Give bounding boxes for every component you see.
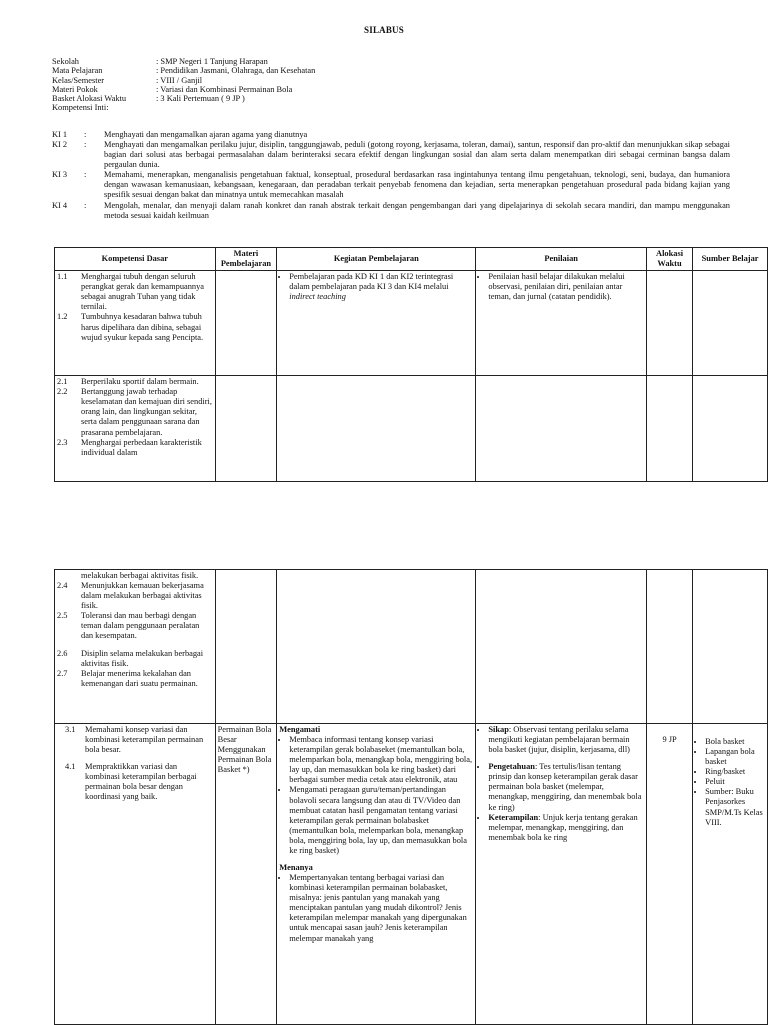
kegiatan-cell xyxy=(277,724,476,1025)
kd-continuation: melakukan berbagai aktivitas fisik. xyxy=(81,571,199,580)
kd-item: 2.6 Disiplin selama melakukan berbagai aktivitas fisik. xyxy=(57,648,204,668)
alokasi-cell xyxy=(646,376,692,482)
sumber-item: • Lapangan bola basket xyxy=(705,747,765,767)
sumber-cell xyxy=(693,570,768,724)
kd-item: 2.5 Toleransi dan mau berbagi dengan teman dalam penggunaan peralatan dan kesempatan. xyxy=(57,611,200,641)
sumber-item: • Bola basket xyxy=(705,737,765,747)
ki-row: KI 1 : Menghayati dan mengamalkan ajaran agama yang dianutnya xyxy=(52,130,308,139)
table-row xyxy=(55,724,768,1025)
header-penilaian: Penilaian xyxy=(476,248,647,271)
info-row: Basket Alokasi Waktu : 3 Kali Pertemuan ( 9 JP ) xyxy=(52,94,245,104)
header-kegiatan: Kegiatan Pembelajaran xyxy=(277,248,476,271)
info-row: Kompetensi Inti: xyxy=(52,103,109,113)
materi-cell xyxy=(215,570,277,724)
penilaian-item: • Penilaian hasil belajar dilakukan melalui observasi, penilaian diri, penilaian antar teman, dan jurnal (catatan pendidik). xyxy=(488,272,644,302)
kd-item: 2.1 Berperilaku sportif dalam bermain. xyxy=(57,377,199,387)
kompetensi-inti-list xyxy=(52,130,730,221)
kd-cell xyxy=(55,271,216,376)
identity-block xyxy=(52,57,712,113)
materi-cell xyxy=(215,376,277,482)
header-alokasi: Alokasi Waktu xyxy=(646,248,692,271)
table-row xyxy=(55,376,768,482)
sumber-item: • Peluit xyxy=(705,777,765,787)
ki-row: KI 2 : Menghayati dan mengamalkan perilaku jujur, disiplin, tanggungjawab, peduli (gotong royong, kerjasama, toleran, damai), santun, responsif dan pro-aktif dan menunjukkan sikap sebagai bagian dari solusi atas berbagai permasalahan dalam berinteraksi secara efektif dengan lingkungan sosial dan alam serta dalam menempatkan diri sebagai cerminan bangsa dalam pergaulan dunia. xyxy=(52,140,730,170)
penilaian-cell xyxy=(476,376,647,482)
kd-item: 2.3 Menghargai perbedaan karakteristik individual dalam xyxy=(57,437,202,457)
kegiatan-item: • Membaca informasi tentang konsep variasi keterampilan gerak bolabaseket (memantulkan bola, melemparkan bola, menangkap bola, menggiring bola, lay up, dan memasukkan bola ke ring basket) dari berbagai sumber media cetak atau elektronik, atau xyxy=(289,735,473,785)
kd-cell xyxy=(55,570,216,724)
kegiatan-cell xyxy=(277,376,476,482)
alokasi-cell xyxy=(646,570,692,724)
header-sumber: Sumber Belajar xyxy=(693,248,768,271)
syllabus-table-bottom xyxy=(54,569,768,1025)
sumber-cell xyxy=(693,724,768,1025)
kegiatan-cell xyxy=(277,570,476,724)
kd-item: 2.2 Bertanggung jawab terhadap keselamatan dan kemajuan diri sendiri, orang lain, dan lingkungan sekitar, serta dalam penggunaan sarana dan prasarana pembelajaran. xyxy=(57,387,212,437)
kd-cell xyxy=(55,376,216,482)
document-title: SILABUS xyxy=(364,25,404,35)
penilaian-item: • Sikap: Observasi tentang perilaku selama mengikuti kegiatan pembelajaran bermain bola basket (jujur, disiplin, kerjasama, dll) xyxy=(488,725,644,755)
sumber-cell xyxy=(693,271,768,376)
sumber-cell xyxy=(693,376,768,482)
syllabus-table-top xyxy=(54,247,768,482)
kd-item: 1.2 Tumbuhnya kesadaran bahwa tubuh harus dipelihara dan dibina, sebagai wujud syukur kepada sang Pencipta. xyxy=(57,312,204,342)
penilaian-item: • Pengetahuan: Tes tertulis/lisan tentang prinsip dan konsep keterampilan gerak dasar permainan bola basket (melempar, menangkap, menggiring, dan menembak bola ke ring) xyxy=(488,762,644,812)
table-row xyxy=(55,570,768,724)
kegiatan-cell xyxy=(277,271,476,376)
materi-cell: Permainan Bola Besar Menggunakan Permainan Bola Basket *) xyxy=(215,724,277,1025)
alokasi-cell xyxy=(646,271,692,376)
sumber-item: • Sumber: Buku Penjasorkes SMP/M.Ts Kelas VIII. xyxy=(705,787,765,827)
menanya-heading: Menanya xyxy=(279,863,313,873)
header-materi: Materi Pembelajaran xyxy=(215,248,277,271)
info-row: Materi Pokok : Variasi dan Kombinasi Permainan Bola xyxy=(52,84,293,94)
kd-item: 3.1 Memahami konsep variasi dan kombinasi keterampilan permainan bola besar. xyxy=(65,725,204,755)
penilaian-item: • Keterampilan: Unjuk kerja tentang gerakan melempar, menangkap, menggiring, dan menembak bola ke ring xyxy=(488,813,644,843)
kegiatan-item: • Pembelajaran pada KD KI 1 dan KI2 terintegrasi dalam pembelajaran pada KI 3 dan KI4 melalui indirect teaching xyxy=(289,272,473,302)
materi-cell xyxy=(215,271,277,376)
kd-item: 4.1 Mempraktikkan variasi dan kombinasi keterampilan berbagai permainan bola besar dengan koordinasi yang baik. xyxy=(65,762,197,802)
ki-row: KI 3 : Memahami, menerapkan, menganalisis pengetahuan faktual, konseptual, prosedural berdasarkan rasa ingintahunya tentang ilmu pengetahuan, teknologi, seni, budaya, dan humaniora dengan wawasan kemanusiaan, kebangsaan, kenegaraan, dan peradaban terkait penyebab fenomena dan kejadian, serta menerapkan pengetahuan prosedural pada bidang kajian yang spesifik sesuai dengan bakat dan minatnya untuk memecahkan masalah xyxy=(52,170,730,200)
kd-item: 1.1 Menghargai tubuh dengan seluruh perangkat gerak dan kemampuannya sebagai anugrah Tuhan yang tidak ternilai. xyxy=(57,272,205,312)
penilaian-cell xyxy=(476,570,647,724)
sumber-item: • Ring/basket xyxy=(705,767,765,777)
info-row: Kelas/Semester : VIII / Ganjil xyxy=(52,75,203,85)
header-kompetensi-dasar: Kompetensi Dasar xyxy=(55,248,216,271)
kd-item: 2.7 Belajar menerima kekalahan dan kemenangan dari suatu permainan. xyxy=(57,668,198,688)
mengamati-heading: Mengamati xyxy=(279,725,321,734)
kegiatan-item: • Mengamati peragaan guru/teman/pertandingan bolavoli secara langsung dan atau di TV/Video dan membuat catatan hasil pengamatan tentang variasi keterampilan gerak permainan bolabasket (memantulkan bola, melemparkan bola, menangkap bola, menggiring bola, lay up, dan memasukkan bola ke ring basket) xyxy=(289,785,473,856)
info-row: Sekolah : SMP Negeri 1 Tanjung Harapan xyxy=(52,57,268,66)
kd-cell xyxy=(55,724,216,1025)
table-row xyxy=(55,271,768,376)
penilaian-cell xyxy=(476,271,647,376)
kegiatan-item: • Mempertanyakan tentang berbagai variasi dan kombinasi keterampilan permainan bolabasket, misalnya: jenis pantulan yang manakah yang menciptakan pantulan yang mudah dikontrol? Jenis keterampilan melempar manakah yang dipergunakan untuk mencapai sasan jauh? Jenis keterampilan melempar manakah yang xyxy=(289,873,473,944)
penilaian-cell xyxy=(476,724,647,1025)
ki-row: KI 4 : Mengolah, menalar, dan menyaji dalam ranah konkret dan ranah abstrak terkait dengan pengembangan dari yang dipelajarinya di sekolah secara mandiri, dan mampu menggunakan metoda sesuai kaidah keilmuan xyxy=(52,200,730,220)
alokasi-cell: 9 JP xyxy=(646,724,692,1025)
kd-item: 2.4 Menunjukkan kemauan bekerjasama dalam melakukan berbagai aktivitas fisik. xyxy=(57,581,204,611)
info-row: Mata Pelajaran : Pendidikan Jasmani, Olahraga, dan Kesehatan xyxy=(52,66,316,76)
